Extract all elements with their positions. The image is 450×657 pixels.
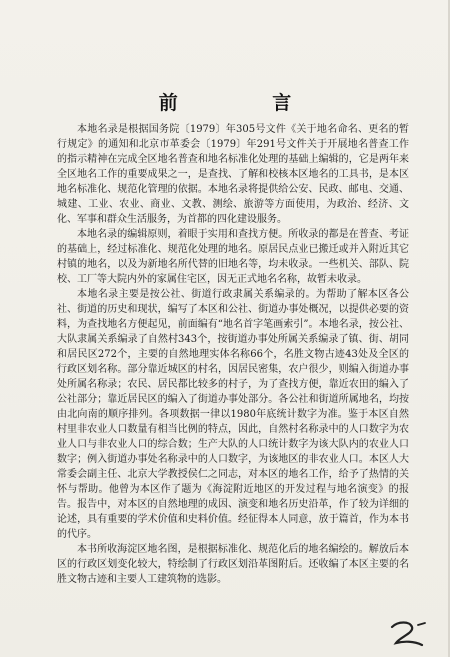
- preface-body: [57, 122, 409, 587]
- page-title: 前 言: [158, 92, 336, 114]
- handwritten-page-mark: [388, 619, 428, 649]
- paragraph-4: 本书所收海淀区地名图，是根据标准化、规范化后的地名编绘的。解放后本区的行政区划变化较大，特绘制了行政区划沿革图附后。还收编了本区主要的名胜文物古迹和主要人工建筑物的选影。: [57, 544, 409, 585]
- paragraph-1: 本地名录是根据国务院〔1979〕年305号文件《关于地名命名、更名的暂行规定》的通知和北京市革委会〔1979〕年291号文件关于开展地名普查工作的指示精神在完成全区地名普查和地名标准化处理的基础上编辑的，它是两年来全区地名工作的重要成果之一，是查找、了解和校核本区地名的工具书，是本区地名标准化、规范化管理的依据。本地名录将提供给公安、民政、邮电、交通、城建、工业、农业、商业、文教、测绘、旅游等方面使用，为政治、经济、文化、军事和群众生活服务，为首都的四化建设服务。: [57, 124, 409, 225]
- paragraph-2: 本地名录的编辑原则，着眼于实用和查找方便。所收录的都是在普查、考证的基础上，经过标准化、规范化处理的地名。原居民点业已搬迁或并入附近其它村镇的地名，以及为新地名所代替的旧地名等，均未收录。一些机关、部队、院校、工厂等大院内外的家属住宅区，因无正式地名名称，故暂未收录。: [57, 229, 409, 285]
- paragraph-3: 本地名录主要是按公社、街道行政隶属关系编录的。为帮助了解本区各公社、街道的历史和现状，编写了本区和公社、街道办事处概况，以提供必要的资料，为查找地名方便起见，前面编有“地名首字笔画索引”。本地名录，按公社、大队隶属关系编录了自然村343个，按街道办事处所属关系编录了镇、街、胡同和居民区272个，主要的自然地理实体名称66个，名胜文物古迹43处及全区的行政区划名称。部分靠近城区的村名，因居民密集，农户很少，则编入街道办事处所属名称录；农民、居民都比较多的村子，为了查找方便，靠近农田的编入了公社部分；靠近居民区的编入了街道办事处部分。各公社和街道所属地名，均按由北向南的顺序排列。各项数据一律以1980年底统计数字为准。鉴于本区自然村里非农业人口数量有相当比例的特点，因此，自然村名称录中的人口数字为农业人口与非农业人口的综合数；生产大队的人口统计数字为该大队内的农业人口数字；例入街道办事处名称录中的人口数字，为该地区的非农业人口。本区人大常委会副主任、北京大学教授侯仁之同志，对本区的地名工作，给予了热情的关怀与帮助。他曾为本区作了题为《海淀附近地区的开发过程与地名演变》的报告。报告中，对本区的自然地理的成因、演变和地名历史沿革，作了较为详细的论述，具有重要的学术价值和史料价值。经征得本人同意，放于篇首，作为本书的代序。: [57, 289, 409, 540]
